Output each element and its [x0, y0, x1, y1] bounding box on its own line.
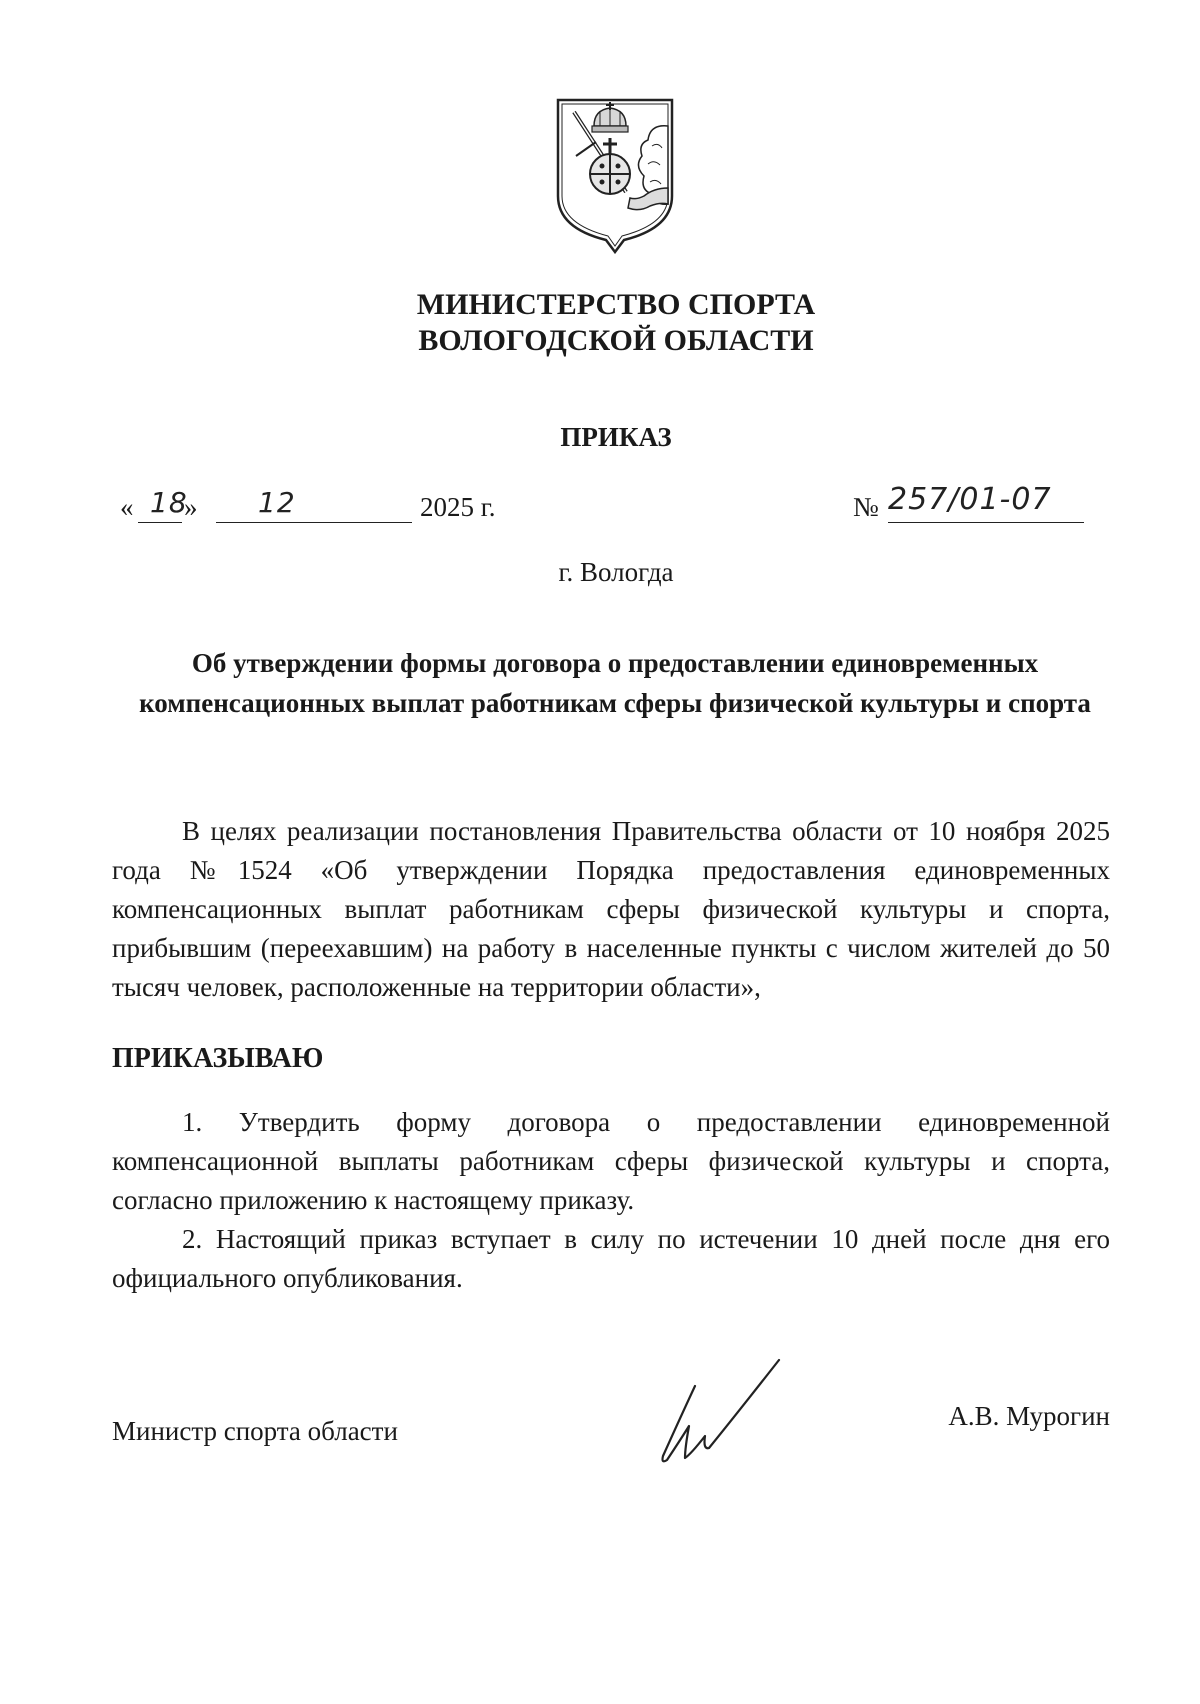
date-open-quote: « [120, 492, 134, 522]
month-underline [216, 522, 412, 523]
ministry-line-1: МИНИСТЕРСТВО СПОРТА [416, 288, 816, 321]
order-number: 257/01-07 [888, 482, 1052, 517]
number-sign: № [853, 492, 879, 522]
signer-name: А.В. Мурогин [948, 1401, 1110, 1431]
date-close-quote: » [184, 492, 198, 522]
number-underline [888, 522, 1084, 523]
date-year: 2025 г. [420, 492, 496, 522]
decree-word: ПРИКАЗЫВАЮ [112, 1043, 324, 1074]
decree-item-2: 2. Настоящий приказ вступает в силу по истечении 10 дней после дня его официального опубликования. [112, 1224, 1110, 1293]
ministry-heading [0, 287, 1200, 359]
signer-role: Министр спорта области [112, 1416, 398, 1446]
city-line: г. Вологда [558, 557, 674, 587]
date-day: 18 [150, 486, 188, 519]
date-month: 12 [258, 486, 296, 519]
decree-item-1: 1. Утвердить форму договора о предоставлении единовременной компенсационной выплаты работникам сферы физической культуры и спорта, согласно приложению к настоящему приказу. [112, 1107, 1110, 1215]
order-title: ПРИКАЗ [560, 422, 672, 452]
date-number-line [120, 482, 1080, 528]
preamble-paragraph: В целях реализации постановления Правительства области от 10 ноября 2025 года №1524 «Об утверждении Порядка предоставления единовременных компенсационных выплат работникам сферы физической культуры и спорта, прибывшим (переехавшим) на работу в населенные пункты с числом жителей до 50 тысяч человек, расположенные на территории области», [112, 816, 1110, 1002]
day-underline [138, 522, 182, 523]
signature-icon [655, 1356, 785, 1471]
order-subject: Об утверждении формы договора о предоставлении единовременных компенсационных выплат работникам сферы физической культуры и спорта [139, 648, 1091, 718]
coat-of-arms-icon [552, 96, 678, 254]
ministry-line-2: ВОЛОГОДСКОЙ ОБЛАСТИ [418, 324, 814, 357]
